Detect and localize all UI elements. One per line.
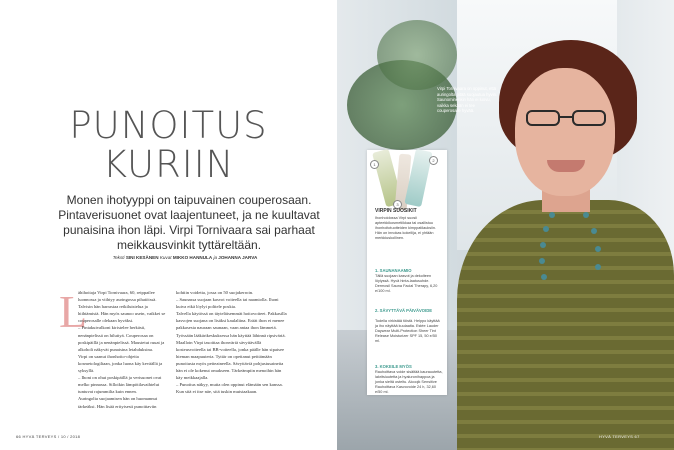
- photo-caption: Virpi Tornivaara on oppinut, että auringolta pitää suojautua hyvin. Saunominenkin hän ei luovu, vaikka sekään ei tee couperosalle hyvää.: [437, 86, 498, 114]
- byline: [40, 255, 330, 260]
- sidebar-item-text: Rauhoittava voide sisältää kaurauutetta, lakritsiuutetta ja hyaluronihappoa ja jonka sieltä osteltu. Alcoqik Sensitive Rauhoittava Kasvovoide 24 h, 32,60 e/50 ml.: [375, 370, 443, 394]
- product-number-3: 3: [393, 200, 402, 209]
- product-number-2: 2: [429, 156, 438, 165]
- necklace-bead: [539, 258, 545, 264]
- necklace-bead: [549, 212, 555, 218]
- right-page-folio: HYVÄ TERVEYS 67: [599, 434, 640, 439]
- body-paragraph: Talvella käytössä on täyteläisemmät hoitovoiteet. Pakkasilla kasvojen suojana on lisäksi kaulaliina. Eräät ihon ei menee pakkasesta nauraan saunaan, vaan antaa ihon lämmetä.: [176, 311, 287, 331]
- writer-name: SINI KESÄNEN: [125, 255, 159, 260]
- body-paragraph: kohtiin voidetta, jossa on 50 suojakerroin.: [176, 290, 254, 295]
- body-paragraph: Työssään lääkärikeskuksessa hän käyttää lähinnä ripsiväriä. Maalloin Virpi tasoittaa ihonväriä sävyttävällä kosteusvoiteella tai BB-voiteella, jonka päälle hän sipaisee hieman maapuuteria. Tyttär on opettanut peittämään punoitusta myös peiteaineella. Sävyttäviä pohjustusaineita hän ei ole kokenut omakseen. Tärkeämpiin menoihin hän käy meikkaajalla.: [176, 332, 286, 381]
- sidebar-item-title: 1. SAUNANAAMIO: [375, 268, 412, 273]
- photo-credit-label: Kuvat: [159, 255, 172, 260]
- sidebar-item-title: 2. SÄVYTTÄVÄ PÄIVÄVOIDE: [375, 308, 433, 313]
- woman-sweater: [457, 200, 674, 450]
- lead-paragraph: Monen ihotyyppi on taipuvainen couperosaan. Pintaverisuonet ovat laajentuneet, ja ne kuultavat punaisina ihon läpi. Virpi Tornivaara sai parhaat meikkausvinkit tyttäreltään.: [58, 193, 320, 252]
- necklace-bead: [541, 274, 547, 280]
- sidebar-item-title: 3. KOKEILE MYÖS: [375, 364, 412, 369]
- body-paragraph: ähihoitaja Virpi Tornivaara, 60, reippailee luonnossa ja viihtyy auringossa pihatöissä. Talvisin hän harrastaa retkiluistelua ja hiihtämistä. Hän myös saunoo usein, vaikkei se couperosalle olekaan hyväksi.: [78, 290, 166, 324]
- plant-foliage: [377, 20, 457, 90]
- sidebar-item-text: Todella virkistää töistä. Helppo käyttää ja iho näyttää kuulaalta. Estée Lauder Daywear Multi-Protection Sheer Tint Release Moisturizer SPF 15, 50 e/50 ml.: [375, 319, 440, 343]
- credit-conjunction: ja: [213, 255, 218, 260]
- sidebar-intro: Ihonhoidossa Virpi suosii apteekkikosmetiikkaa tai osallistuu ihonhoitotuotteiden kimppatilauksiin. Hän on innokas kokeilija, ei yhtään merkkiuskollinen.: [375, 216, 437, 240]
- product-number-1: 1: [370, 160, 379, 169]
- right-page: [337, 0, 674, 450]
- necklace-bead: [540, 242, 546, 248]
- glasses-icon: [525, 108, 609, 128]
- body-paragraph: – Punoitus näkyy, mutta olen oppinut elämään sen kanssa. Kun sitä ei itse näe, sitä tuskin muistaakaan.: [176, 382, 283, 395]
- body-paragraph: Virpi on saanut ihonhoito-ohjeita kosmetologiltaan, jonka luona käy keväällä ja syksyllä.: [78, 353, 163, 374]
- body-paragraph: Auringolta suojaamisen hän on huomannut tärkeäksi. Hän lisää erityisesti punoittaviin: [78, 396, 158, 409]
- body-column-1: [78, 289, 166, 410]
- photographer-name: MIKKO HANNULA: [172, 255, 213, 260]
- body-paragraph: – Saunassa suojaan kasvot voiteella tai naamiolla. Ihoni kuiva eikä löylyt polttele poskia.: [176, 297, 279, 310]
- sidebar-item-text: Tällä suojaan kasvot ja dekolteen löylyssä. Hyvä hinta-laatusuhde. Dermosil Sauna Facial Therapy, 6,20 e/100 ml.: [375, 274, 438, 293]
- body-paragraph: – Ihoni on ohut poskipäillä ja verisuonet ovat melko pinnassa. Silloikin lämpötilavaihtelut tuntuvat rajummilta kuin ennen.: [78, 375, 162, 395]
- photographer-name-2: JOHANNA JARVA: [218, 255, 258, 260]
- left-page-folio: 66 HYVÄ TERVEYS / 10 / 2018: [16, 434, 81, 439]
- necklace-bead: [595, 246, 601, 252]
- headline-line-2: KURIIN: [102, 143, 235, 186]
- drop-cap: L: [59, 286, 88, 337]
- body-column-2: [176, 289, 288, 395]
- necklace-bead: [583, 212, 589, 218]
- sidebar-title: VIRPIN SUOSIKIT: [375, 208, 417, 214]
- woman-face: [515, 68, 615, 196]
- favourites-sidebar: [367, 150, 447, 395]
- necklace-bead: [543, 226, 549, 232]
- text-credit-label: Teksti: [112, 255, 125, 260]
- headline-line-1: PUNOITUS: [69, 104, 268, 147]
- woman-smile: [547, 160, 585, 172]
- body-paragraph: – Pintakuivalkoni kiristelee herkästi, nenänpielissä on hiluttyä. Couperosaa on poskipäillä ja nenänpielissä. Maustetut ruuat ja alkoholi näkyvät punaisina leiahduksina.: [78, 325, 165, 352]
- necklace-bead: [591, 228, 597, 234]
- necklace-bead: [595, 264, 601, 270]
